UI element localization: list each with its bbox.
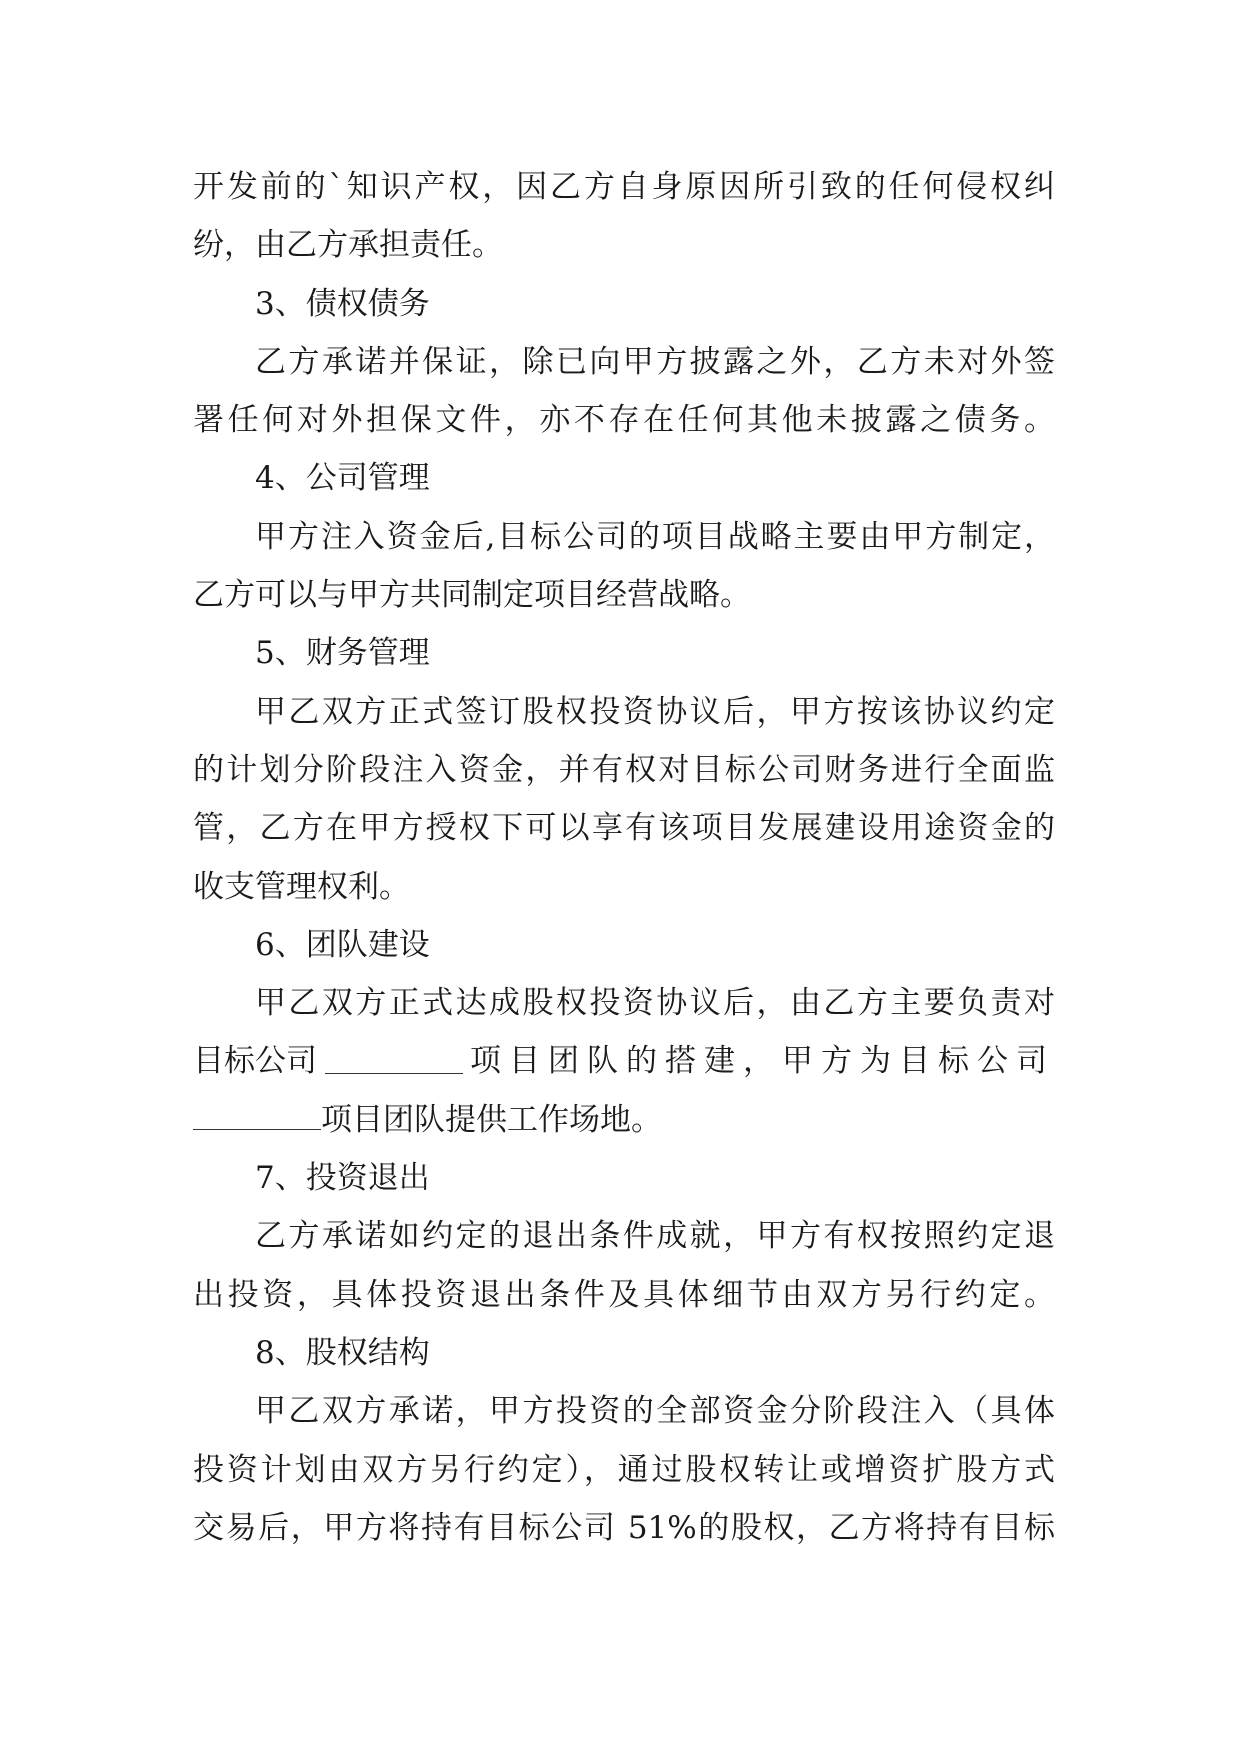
section-heading: 7、投资退出 [255,1160,430,1197]
paragraph-line-with-blank [193,1032,1055,1090]
paragraph-line: 甲乙双方承诺，甲方投资的全部资金分阶段注入（具体 [255,1393,1055,1430]
paragraph-line: 乙方承诺如约定的退出条件成就，甲方有权按照约定退 [255,1218,1055,1255]
paragraph-line: 署任何对外担保文件，亦不存在任何其他未披露之债务。 [193,402,1055,439]
paragraph-line: 乙方承诺并保证，除已向甲方披露之外，乙方未对外签 [255,343,1055,380]
blank-suffix: 项目团队提供工作场地。 [321,1101,662,1138]
paragraph-line: 的计划分阶段注入资金，并有权对目标公司财务进行全面监 [193,751,1055,788]
blank-prefix: 目标公司 [193,1043,317,1080]
paragraph-line: 甲乙双方正式达成股权投资协议后，由乙方主要负责对 [255,985,1055,1022]
document-page [193,158,1055,1557]
paragraph-line: 管，乙方在甲方授权下可以享有该项目发展建设用途资金的 [193,810,1055,847]
blank-suffix: 项目团队的搭建，甲方为目标公司 [470,1043,1055,1080]
paragraph-line: 收支管理权利。 [193,868,410,905]
paragraph-line: 交易后，甲方将持有目标公司 51%的股权，乙方将持有目标 [193,1509,1055,1546]
paragraph-line: 出投资，具体投资退出条件及具体细节由双方另行约定。 [193,1276,1055,1313]
paragraph-line: 开发前的`知识产权，因乙方自身原因所引致的任何侵权纠 [193,169,1055,205]
paragraph-line: 乙方可以与甲方共同制定项目经营战略。 [193,577,751,614]
paragraph-line: 甲乙双方正式签订股权投资协议后，甲方按该协议约定 [255,693,1055,730]
paragraph-line: 甲方注入资金后,目标公司的项目战略主要由甲方制定， [255,518,1055,555]
section-heading: 6、团队建设 [255,926,430,963]
paragraph-line: 纷，由乙方承担责任。 [193,227,503,264]
paragraph-line: 投资计划由双方另行约定），通过股权转让或增资扩股方式 [193,1451,1055,1488]
section-heading: 3、债权债务 [255,285,430,322]
fill-in-blank [193,1105,321,1130]
fill-in-blank [325,1049,463,1074]
paragraph-line-with-blank [193,1091,1055,1149]
section-heading: 8、股权结构 [255,1334,430,1371]
section-heading: 4、公司管理 [255,460,430,497]
section-heading: 5、财务管理 [255,635,430,672]
